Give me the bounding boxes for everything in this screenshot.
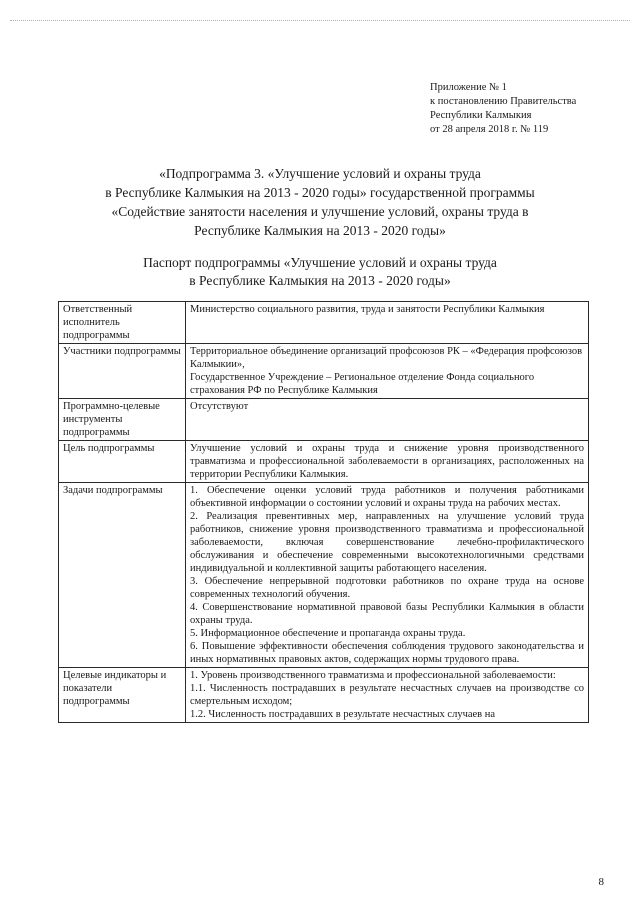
row-paragraph: 1. Уровень производственного травматизма и профессиональной заболеваемости: [190, 670, 556, 681]
heading-line: в Республике Калмыкия на 2013 - 2020 годы» государственной программы [105, 185, 535, 200]
row-label: Цель подпрограммы [59, 441, 186, 483]
row-paragraph: 4. Совершенствование нормативной правовой базы Республики Калмыкия в области охраны труда. [190, 602, 584, 626]
passport-line: в Республике Калмыкия на 2013 - 2020 годы» [189, 273, 451, 288]
appendix-line: Приложение № 1 [430, 82, 507, 93]
page-number: 8 [598, 876, 604, 888]
heading-line: «Содействие занятости населения и улучшение условий, охраны труда в [111, 204, 529, 219]
row-label: Целевые индикаторы и показатели подпрограммы [59, 668, 186, 723]
row-paragraph: 1.1. Численность пострадавших в результате несчастных случаев на производстве со смертельным исходом; [190, 683, 584, 707]
row-paragraph: 1.2. Численность пострадавших в результате несчастных случаев на [190, 709, 496, 720]
row-paragraph: 6. Повышение эффективности обеспечения соблюдения трудового законодательства и иных нормативных правовых актов, содержащих нормы трудового права. [190, 641, 584, 665]
row-value [186, 668, 589, 723]
appendix-line: Республики Калмыкия [430, 110, 532, 121]
passport-line: Паспорт подпрограммы «Улучшение условий и охраны труда [143, 255, 497, 270]
passport-title [40, 254, 600, 290]
row-paragraph: 1. Обеспечение оценки условий труда работников и получения работниками объективной информации о состоянии условий и охраны труда на рабочих местах. [190, 485, 584, 509]
appendix-line: от 28 апреля 2018 г. № 119 [430, 124, 549, 135]
row-value [186, 483, 589, 668]
table-row [59, 668, 589, 723]
appendix-line: к постановлению Правительства [430, 96, 577, 107]
row-paragraph: Территориальное объединение организаций профсоюзов РК – «Федерация профсоюзов Калмыкии», [190, 346, 583, 370]
top-dotted-rule [10, 20, 630, 21]
subprogram-heading [40, 164, 600, 240]
row-paragraph: 5. Информационное обеспечение и пропаганда охраны труда. [190, 628, 466, 639]
row-paragraph: Государственное Учреждение – Региональное отделение Фонда социального страхования РФ по Республике Калмыкия [190, 372, 535, 396]
row-value [186, 344, 589, 399]
row-label: Задачи подпрограммы [59, 483, 186, 668]
row-paragraph: Отсутствуют [190, 401, 249, 412]
table-row [59, 441, 589, 483]
row-value [186, 302, 589, 344]
heading-line: «Подпрограмма 3. «Улучшение условий и охраны труда [159, 166, 481, 181]
row-paragraph: 2. Реализация превентивных мер, направленных на улучшение условий труда работников, снижение уровня производственного травматизма и профессиональной заболеваемости, включая совершенствование лечебно-профилактического обслуживания и обеспечение современными высокотехнологичными средствами индивидуальной и коллективной защиты работающего населения. [190, 511, 584, 574]
row-paragraph: 3. Обеспечение непрерывной подготовки работников по охране труда на основе современных технологий обучения. [190, 576, 584, 600]
row-paragraph: Министерство социального развития, труда и занятости Республики Калмыкия [190, 304, 545, 315]
table-row [59, 302, 589, 344]
table-row [59, 344, 589, 399]
row-value [186, 441, 589, 483]
table-row [59, 483, 589, 668]
appendix-reference [430, 81, 576, 137]
row-label: Программно-целевые инструменты подпрограммы [59, 399, 186, 441]
passport-table [58, 301, 589, 723]
heading-line: Республике Калмыкия на 2013 - 2020 годы» [194, 223, 446, 238]
row-value [186, 399, 589, 441]
row-label: Участники подпрограммы [59, 344, 186, 399]
table-row [59, 399, 589, 441]
row-label: Ответственный исполнитель подпрограммы [59, 302, 186, 344]
row-paragraph: Улучшение условий и охраны труда и снижение уровня производственного травматизма и профессиональной заболеваемости в организациях, расположенных на территории Республики Калмыкия. [190, 443, 584, 480]
